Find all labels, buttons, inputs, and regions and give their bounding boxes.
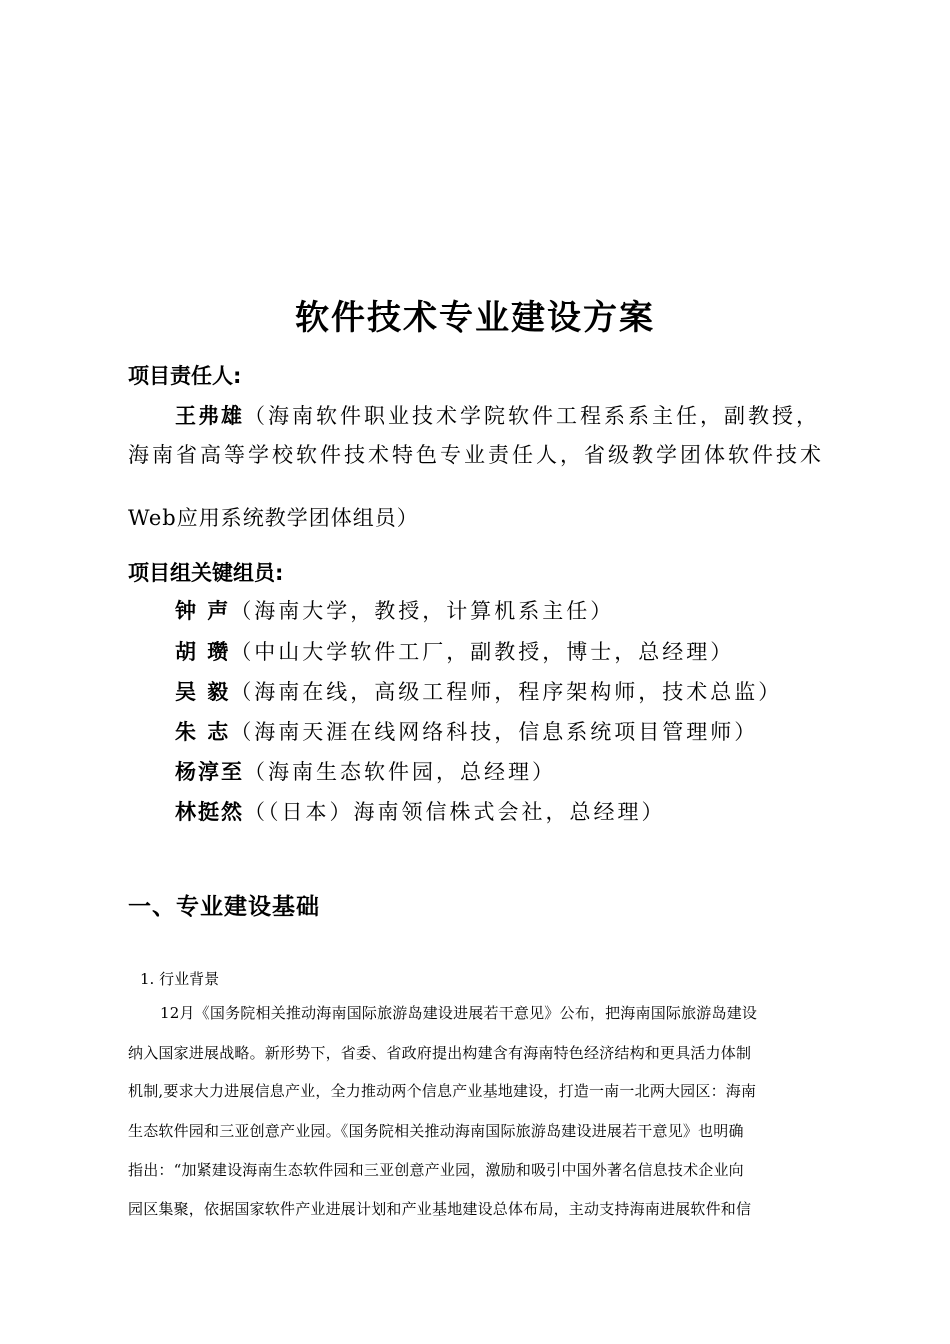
member-name: 林挺然 <box>175 800 244 824</box>
members-label: 项目组关键组员: <box>128 561 284 585</box>
leader-label: 项目责任人: <box>128 364 242 388</box>
member-desc: （海南大学，教授，计算机系主任） <box>230 599 615 623</box>
member-desc: （海南在线，高级工程师，程序架构师，技术总监） <box>230 680 783 704</box>
paragraph-line: 纳入国家进展战略。新形势下，省委、省政府提出构建含有海南特色经济结构和更具活力体制 <box>128 1044 752 1062</box>
member-desc: （海南天涯在线网络科技，信息系统项目管理师） <box>230 720 759 744</box>
paragraph-line: 12月《国务院相关推动海南国际旅游岛建设进展若干意见》公布，把海南国际旅游岛建设 <box>160 1004 758 1022</box>
paragraph-line: 指出：“加紧建设海南生态软件园和三亚创意产业园，激励和吸引中国外著名信息技术企业向 <box>128 1161 744 1179</box>
member-item <box>175 756 556 786</box>
leader-name: 王弗雄 <box>175 404 244 428</box>
paragraph-line: 机制,要求大力进展信息产业，全力推动两个信息产业基地建设，打造一南一北两大园区：海南 <box>128 1082 757 1100</box>
paragraph-line: 生态软件园和三亚创意产业园。《国务院相关推动海南国际旅游岛建设进展若干意见》也明确 <box>128 1122 744 1140</box>
member-desc: （中山大学软件工厂，副教授，博士，总经理） <box>230 640 735 664</box>
member-desc: （海南生态软件园，总经理） <box>244 760 556 784</box>
member-item <box>175 716 758 746</box>
member-item <box>175 636 734 666</box>
leader-line-1 <box>175 400 820 430</box>
leader-desc-1: （海南软件职业技术学院软件工程系系主任，副教授， <box>244 404 820 428</box>
leader-line-3: Web应用系统教学团体组员） <box>128 506 419 530</box>
leader-line-2: 海南省高等学校软件技术特色专业责任人，省级教学团体软件技术 <box>128 443 824 467</box>
member-name: 吴 毅 <box>175 680 231 704</box>
member-item <box>175 595 614 625</box>
member-item <box>175 796 666 826</box>
subsection-heading: 1. 行业背景 <box>140 970 220 988</box>
member-name: 杨淳至 <box>175 760 244 784</box>
member-name: 钟 声 <box>175 599 231 623</box>
section-heading: 一、专业建设基础 <box>128 894 320 920</box>
member-item <box>175 676 782 706</box>
paragraph-line: 园区集聚，依据国家软件产业进展计划和产业基地建设总体布局，主动支持海南进展软件和信 <box>128 1200 752 1218</box>
member-desc: （（日本）海南领信株式会社，总经理） <box>244 800 666 824</box>
document-title: 软件技术专业建设方案 <box>295 298 655 338</box>
member-name: 胡 瓒 <box>175 640 231 664</box>
member-name: 朱 志 <box>175 720 231 744</box>
